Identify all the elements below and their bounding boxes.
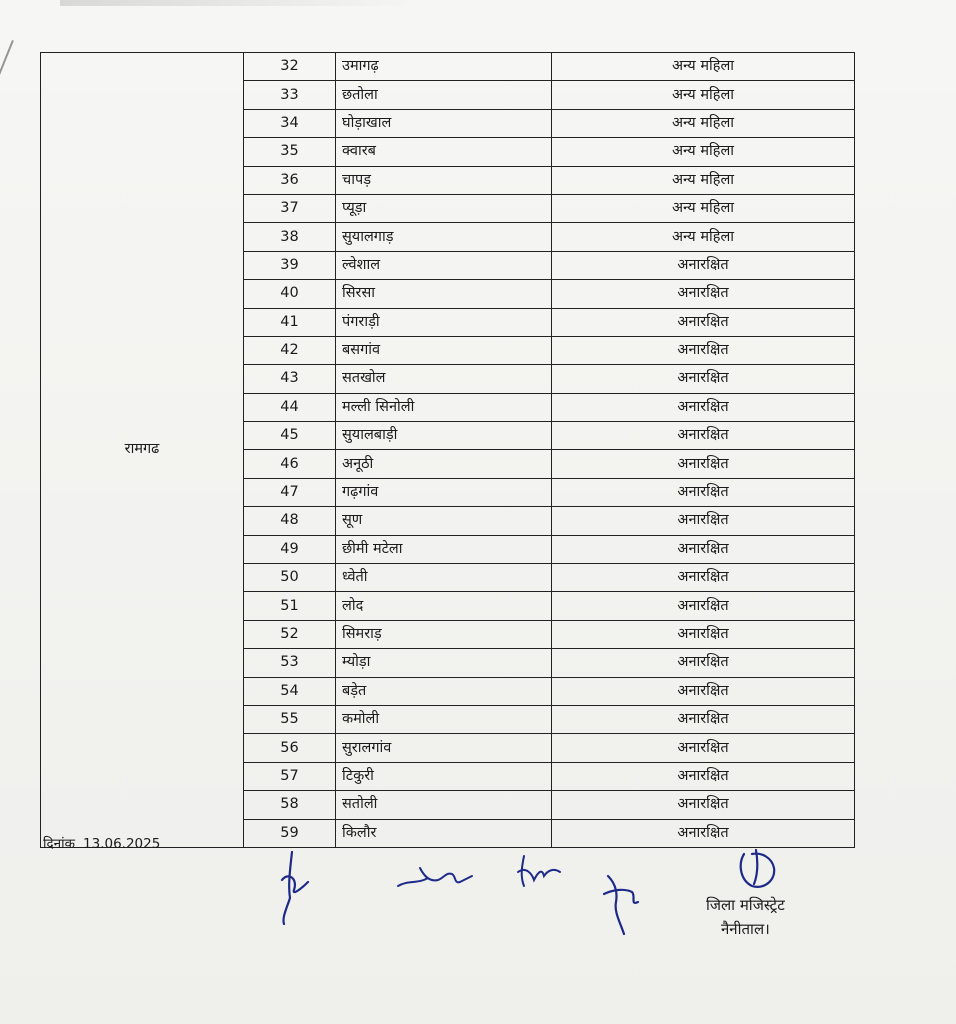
table-row: [41, 53, 855, 81]
reservation-category-cell: अन्य महिला: [552, 53, 855, 81]
ward-name-cell: छतोला: [336, 81, 552, 109]
reservation-category-cell: अनारक्षित: [552, 791, 855, 819]
serial-number-cell: 35: [244, 138, 336, 166]
serial-number-cell: 38: [244, 223, 336, 251]
ward-name-cell: अनूठी: [336, 450, 552, 478]
reservation-category-cell: अनारक्षित: [552, 592, 855, 620]
ward-name-cell: बड़ेत: [336, 677, 552, 705]
serial-number-cell: 57: [244, 762, 336, 790]
ward-name-cell: छीमी मटेला: [336, 535, 552, 563]
serial-number-cell: 37: [244, 194, 336, 222]
reservation-category-cell: अनारक्षित: [552, 705, 855, 733]
ward-name-cell: सिरसा: [336, 280, 552, 308]
ward-name-cell: उमागढ़: [336, 53, 552, 81]
serial-number-cell: 50: [244, 564, 336, 592]
ward-name-cell: लोद: [336, 592, 552, 620]
ward-name-cell: सिमराड़: [336, 620, 552, 648]
ward-name-cell: ल्वेशाल: [336, 251, 552, 279]
reservation-category-cell: अनारक्षित: [552, 450, 855, 478]
ward-name-cell: किलौर: [336, 819, 552, 847]
reservation-category-cell: अन्य महिला: [552, 109, 855, 137]
serial-number-cell: 41: [244, 308, 336, 336]
ward-name-cell: सतखोल: [336, 365, 552, 393]
ward-name-cell: टिकुरी: [336, 762, 552, 790]
ward-name-cell: सूण: [336, 507, 552, 535]
serial-number-cell: 58: [244, 791, 336, 819]
ward-name-cell: पंगराड़ी: [336, 308, 552, 336]
reservation-category-cell: अनारक्षित: [552, 336, 855, 364]
reservation-category-cell: अनारक्षित: [552, 507, 855, 535]
reservation-category-cell: अन्य महिला: [552, 81, 855, 109]
serial-number-cell: 55: [244, 705, 336, 733]
ward-name-cell: सुरालगांव: [336, 734, 552, 762]
reservation-category-cell: अनारक्षित: [552, 280, 855, 308]
magistrate-title: जिला मजिस्ट्रेट: [706, 896, 785, 914]
ward-name-cell: चापड़: [336, 166, 552, 194]
serial-number-cell: 46: [244, 450, 336, 478]
serial-number-cell: 36: [244, 166, 336, 194]
reservation-category-cell: अन्य महिला: [552, 223, 855, 251]
serial-number-cell: 34: [244, 109, 336, 137]
serial-number-cell: 43: [244, 365, 336, 393]
block-name-cell: रामगढ: [41, 53, 244, 848]
reservation-category-cell: अनारक्षित: [552, 365, 855, 393]
page-top-shadow: [60, 0, 420, 6]
serial-number-cell: 53: [244, 649, 336, 677]
reservation-category-cell: अनारक्षित: [552, 762, 855, 790]
date-line: [43, 834, 168, 852]
serial-number-cell: 40: [244, 280, 336, 308]
signature-4: [600, 872, 644, 936]
serial-number-cell: 32: [244, 53, 336, 81]
magistrate-signature-block: [706, 893, 785, 941]
ward-name-cell: प्यूड़ा: [336, 194, 552, 222]
ward-name-cell: म्योड़ा: [336, 649, 552, 677]
signature-3: [514, 852, 564, 892]
date-value: 13.06.2025: [83, 836, 161, 852]
serial-number-cell: 48: [244, 507, 336, 535]
ward-name-cell: क्वारब: [336, 138, 552, 166]
serial-number-cell: 59: [244, 819, 336, 847]
ward-name-cell: सुयालगाड़: [336, 223, 552, 251]
ward-name-cell: सुयालबाड़ी: [336, 422, 552, 450]
reservation-category-cell: अनारक्षित: [552, 734, 855, 762]
reservation-category-cell: अनारक्षित: [552, 677, 855, 705]
serial-number-cell: 54: [244, 677, 336, 705]
paper-crease-mark: [0, 40, 14, 143]
reservation-category-cell: अनारक्षित: [552, 564, 855, 592]
reservation-category-cell: अनारक्षित: [552, 251, 855, 279]
serial-number-cell: 51: [244, 592, 336, 620]
reservation-category-cell: अन्य महिला: [552, 166, 855, 194]
reservation-category-cell: अनारक्षित: [552, 649, 855, 677]
serial-number-cell: 49: [244, 535, 336, 563]
ward-name-cell: घोड़ाखाल: [336, 109, 552, 137]
reservation-category-cell: अन्य महिला: [552, 138, 855, 166]
reservation-category-cell: अन्य महिला: [552, 194, 855, 222]
reservation-category-cell: अनारक्षित: [552, 535, 855, 563]
serial-number-cell: 52: [244, 620, 336, 648]
signature-1: [278, 850, 328, 925]
magistrate-place: नैनीताल।: [720, 920, 770, 938]
signature-2: [394, 858, 474, 898]
ward-name-cell: ध्वेती: [336, 564, 552, 592]
reservation-category-cell: अनारक्षित: [552, 620, 855, 648]
ward-name-cell: मल्ली सिनोली: [336, 393, 552, 421]
reservation-category-cell: अनारक्षित: [552, 308, 855, 336]
serial-number-cell: 45: [244, 422, 336, 450]
ward-name-cell: सतोली: [336, 791, 552, 819]
date-label: दिनांक: [43, 836, 76, 852]
ward-name-cell: कमोली: [336, 705, 552, 733]
table-body: [41, 53, 855, 848]
serial-number-cell: 44: [244, 393, 336, 421]
serial-number-cell: 47: [244, 478, 336, 506]
reservation-category-cell: अनारक्षित: [552, 819, 855, 847]
serial-number-cell: 33: [244, 81, 336, 109]
reservation-category-cell: अनारक्षित: [552, 393, 855, 421]
ward-name-cell: गढ़गांव: [336, 478, 552, 506]
seat-reservation-table: [40, 52, 855, 848]
reservation-category-cell: अनारक्षित: [552, 422, 855, 450]
signature-5: [734, 848, 782, 892]
serial-number-cell: 56: [244, 734, 336, 762]
serial-number-cell: 42: [244, 336, 336, 364]
ward-name-cell: बसगांव: [336, 336, 552, 364]
reservation-category-cell: अनारक्षित: [552, 478, 855, 506]
serial-number-cell: 39: [244, 251, 336, 279]
